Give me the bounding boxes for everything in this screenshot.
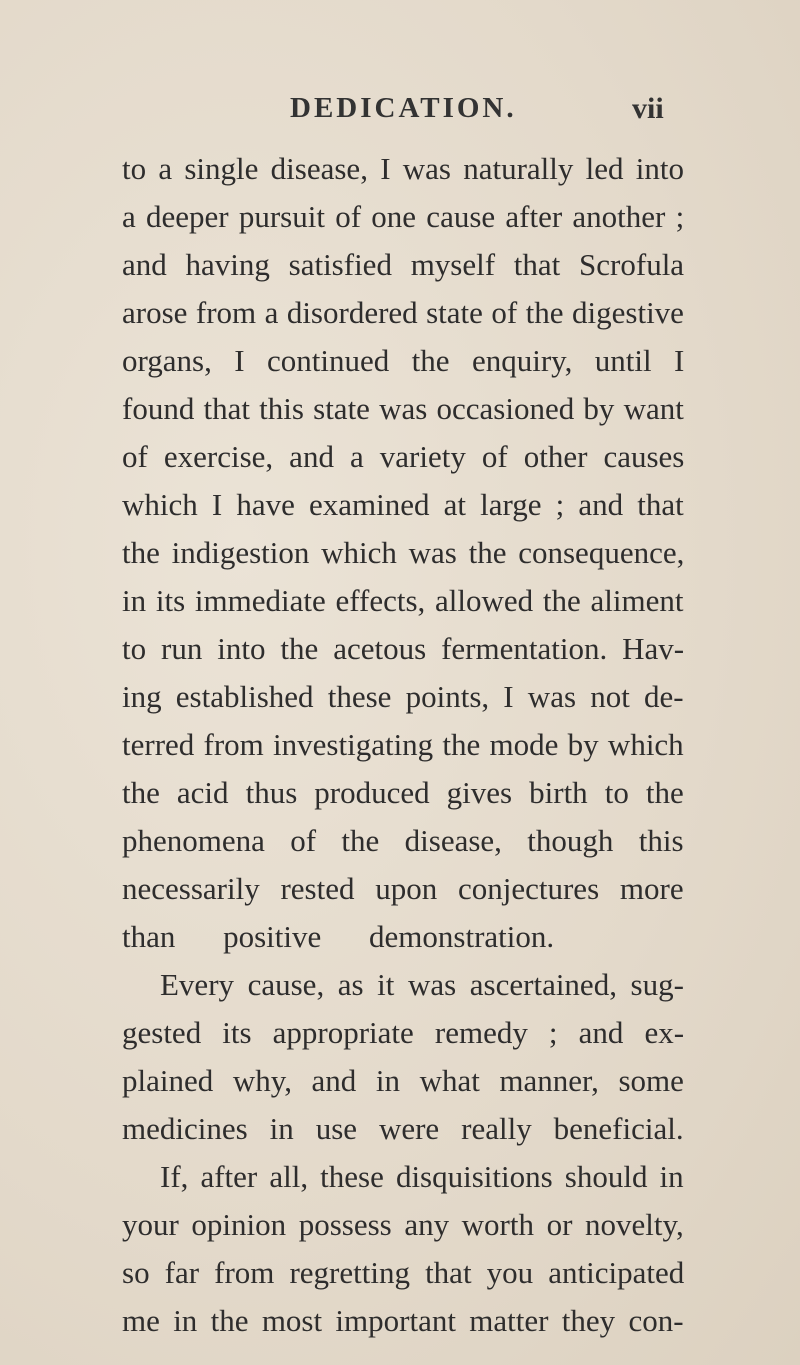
page-number: vii xyxy=(632,92,664,125)
text-line: the acid thus produced gives birth to the xyxy=(122,775,684,810)
text-line: to a single disease, I was naturally led into xyxy=(122,151,685,186)
text-line: Every cause, as it was ascertained, sug- xyxy=(160,967,684,1002)
text-line: organs, I continued the enquiry, until I xyxy=(122,343,685,378)
text-line: If, after all, these disquisitions should in xyxy=(160,1159,684,1194)
text-line: a deeper pursuit of one cause after another ; xyxy=(122,199,685,234)
text-line: than positive demonstration. xyxy=(122,919,555,954)
text-line: your opinion possess any worth or novelty, xyxy=(122,1207,684,1242)
running-title: DEDICATION. xyxy=(290,92,517,124)
text-line: in its immediate effects, allowed the aliment xyxy=(122,583,684,618)
text-line: plained why, and in what manner, some xyxy=(122,1063,684,1098)
text-line: phenomena of the disease, though this xyxy=(122,823,684,858)
running-head xyxy=(0,92,800,142)
text-line: gested its appropriate remedy ; and ex- xyxy=(122,1015,685,1050)
text-line: the indigestion which was the consequence, xyxy=(122,535,685,570)
text-line: medicines in use were really beneficial. xyxy=(122,1111,684,1146)
text-line: of exercise, and a variety of other causes xyxy=(122,439,685,474)
text-line: terred from investigating the mode by which xyxy=(122,727,684,762)
text-line: so far from regretting that you anticipated xyxy=(122,1255,685,1290)
text-line: to run into the acetous fermentation. Hav- xyxy=(122,631,685,666)
text-line: arose from a disordered state of the digestive xyxy=(122,295,684,330)
text-line: ing established these points, I was not de- xyxy=(122,679,684,714)
text-line: which I have examined at large ; and that xyxy=(122,487,684,522)
text-line: and having satisfied myself that Scrofula xyxy=(122,247,685,282)
text-line: found that this state was occasioned by want xyxy=(122,391,684,426)
text-line: me in the most important matter they con- xyxy=(122,1303,684,1338)
text-line: necessarily rested upon conjectures more xyxy=(122,871,684,906)
